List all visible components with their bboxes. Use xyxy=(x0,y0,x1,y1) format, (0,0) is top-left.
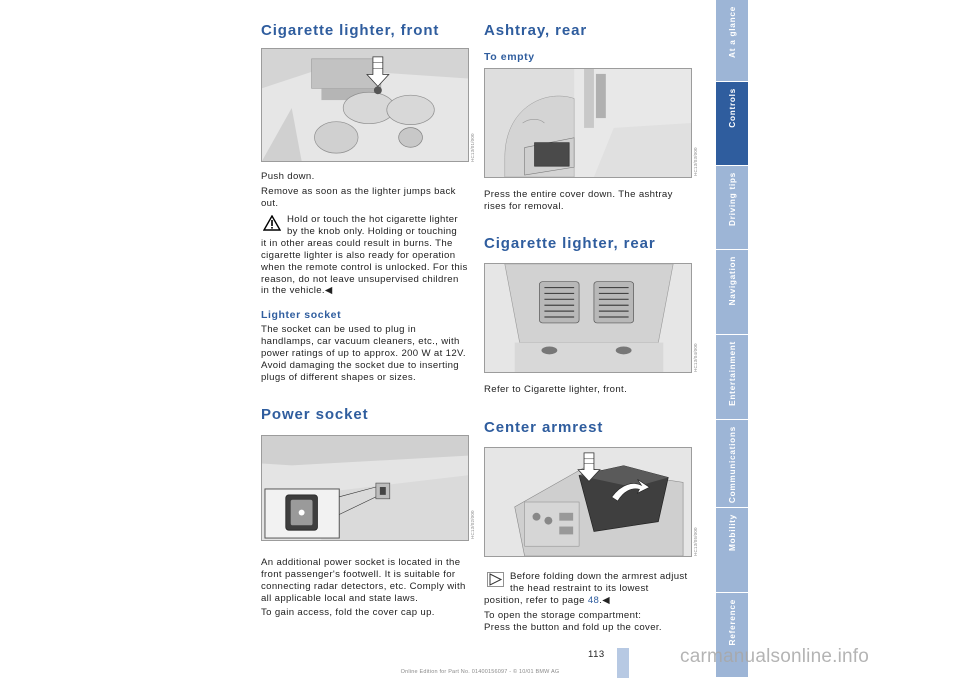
text-open-1: To open the storage compartment: xyxy=(484,610,642,621)
text-warning xyxy=(261,214,469,297)
text-remove: Remove as soon as the lighter jumps back out. xyxy=(261,186,456,209)
text-access: To gain access, fold the cover cap up. xyxy=(261,607,435,618)
text-open-compartment xyxy=(484,610,692,634)
watermark: carmanualsonline.info xyxy=(680,646,870,667)
photo-ashtray-rear xyxy=(484,68,692,178)
image-code: HC13/01/000 xyxy=(470,133,475,162)
tab-navigation[interactable] xyxy=(716,250,748,335)
tab-label: Mobility xyxy=(727,514,737,551)
tab-label: Reference xyxy=(727,599,737,646)
tab-at-a-glance[interactable] xyxy=(716,0,748,82)
text-lighter-socket: The socket can be used to plug in handlamps, car vacuum cleaners, etc., with power ratings of up to approx. 200 W at 12V. Avoid damaging the socket due to inserting plugs of different shapes or sizes. xyxy=(261,324,466,383)
text-push-down: Push down. xyxy=(261,171,315,182)
photo-cigarette-lighter-rear xyxy=(484,263,692,373)
tab-label: Navigation xyxy=(727,256,737,306)
photo-power-socket xyxy=(261,435,469,541)
heading-lighter-socket: Lighter socket xyxy=(261,309,342,321)
image-code: HC13/05/000 xyxy=(693,527,698,556)
text-refer: Refer to Cigarette lighter, front. xyxy=(484,384,628,395)
tab-label: At a glance xyxy=(727,6,737,58)
tab-label: Communications xyxy=(727,426,737,504)
text-power-socket: An additional power socket is located in the front passenger's footwell. It is suitable for connecting radar detectors, etc. Comply with all applicable local and state laws. xyxy=(261,557,466,604)
heading-to-empty: To empty xyxy=(484,51,535,63)
footer-edition-note: Online Edition for Part No. 01400156097 - © 10/01 BMW AG xyxy=(400,669,560,675)
heading-center-armrest: Center armrest xyxy=(484,419,604,436)
heading-cigarette-lighter-front: Cigarette lighter, front xyxy=(261,22,440,39)
text-armrest-note: Before folding down the armrest adjust the head restraint to its lowest position, refer to page 48.◀ xyxy=(484,571,692,607)
end-mark: ◀ xyxy=(602,594,610,606)
tab-mobility[interactable] xyxy=(716,508,748,593)
end-mark: ◀ xyxy=(324,285,333,297)
tab-label: Driving tips xyxy=(727,172,737,227)
tab-communications[interactable] xyxy=(716,420,748,508)
photo-cigarette-lighter-front xyxy=(261,48,469,162)
tab-entertainment[interactable] xyxy=(716,335,748,420)
text-warning-first: Hold or touch the hot cigarette lighter by the knob only. Holding or touching xyxy=(287,214,458,237)
tab-driving-tips[interactable] xyxy=(716,166,748,250)
heading-power-socket: Power socket xyxy=(261,406,369,423)
text-warning-rest: it in other areas could result in burns. The cigarette lighter is also ready for operation when the remote control is unlocked. For this reason, do not leave unsupervised children in the vehicle. xyxy=(261,237,468,297)
section-tab-bar xyxy=(716,0,748,678)
text-armrest-rest: position, refer to page xyxy=(484,594,585,606)
image-code: HC13/02/000 xyxy=(470,510,475,539)
image-code: HC13/03/000 xyxy=(693,147,698,176)
tab-label: Entertainment xyxy=(727,341,737,406)
text-armrest-first: Before folding down the armrest adjust the head restraint to its lowest xyxy=(510,571,688,594)
text-open-2: Press the button and fold up the cover. xyxy=(484,621,662,633)
image-code: HC13/04/000 xyxy=(693,343,698,372)
photo-center-armrest xyxy=(484,447,692,557)
tab-label: Controls xyxy=(727,88,737,128)
heading-cigarette-lighter-rear: Cigarette lighter, rear xyxy=(484,235,656,252)
page-ref-link[interactable]: 48 xyxy=(587,594,600,606)
text-press-cover: Press the entire cover down. The ashtray rises for removal. xyxy=(484,189,673,212)
heading-ashtray-rear: Ashtray, rear xyxy=(484,22,588,39)
page-number: 113 xyxy=(588,649,605,660)
tab-controls[interactable] xyxy=(716,82,748,166)
